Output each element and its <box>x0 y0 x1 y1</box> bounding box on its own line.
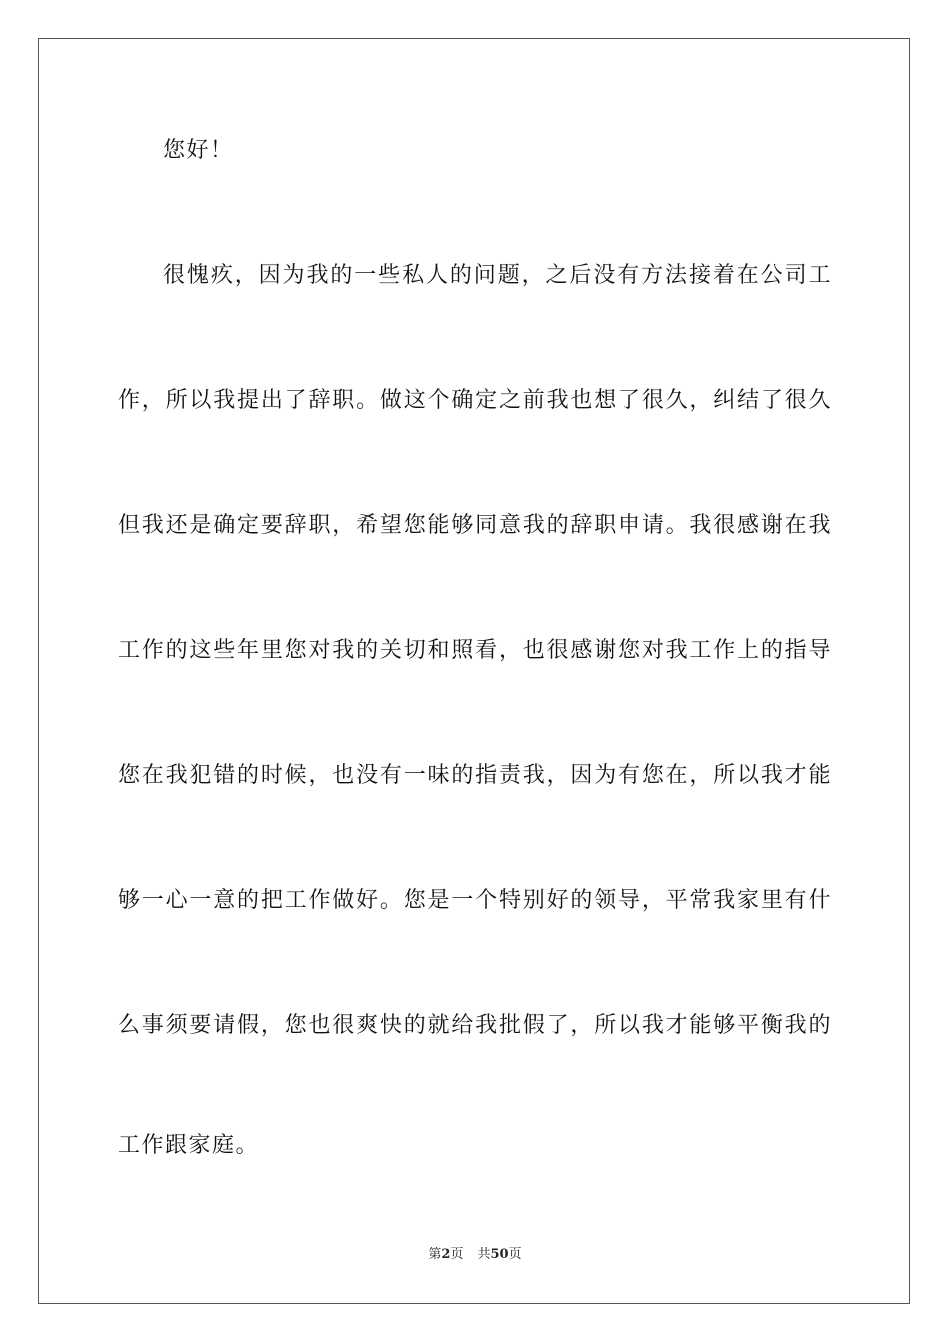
body-line-4: 工作的这些年里您对我的关切和照看，也很感谢您对我工作上的指导 <box>118 638 832 663</box>
total-prefix: 共 <box>477 1247 491 1262</box>
body-line-6: 够一心一意的把工作做好。您是一个特别好的领导，平常我家里有什 <box>118 888 832 913</box>
page-border <box>38 38 910 1304</box>
body-line-8: 工作跟家庭。 <box>118 1133 260 1158</box>
page-suffix: 页 <box>450 1247 464 1262</box>
total-pages: 50 <box>490 1247 509 1262</box>
total-suffix: 页 <box>508 1247 522 1262</box>
greeting-line: 您好！ <box>163 138 234 163</box>
body-line-1: 很愧疚，因为我的一些私人的问题，之后没有方法接着在公司工 <box>163 263 832 288</box>
body-line-5: 您在我犯错的时候，也没有一味的指责我，因为有您在，所以我才能 <box>118 763 832 788</box>
page-prefix: 第 <box>428 1247 442 1262</box>
body-line-2: 作，所以我提出了辞职。做这个确定之前我也想了很久，纠结了很久 <box>118 388 832 413</box>
body-line-3: 但我还是确定要辞职，希望您能够同意我的辞职申请。我很感谢在我 <box>118 513 832 538</box>
body-line-7: 么事须要请假，您也很爽快的就给我批假了，所以我才能够平衡我的 <box>118 1013 832 1038</box>
page-footer <box>0 1246 950 1264</box>
page-number: 2 <box>441 1247 451 1262</box>
